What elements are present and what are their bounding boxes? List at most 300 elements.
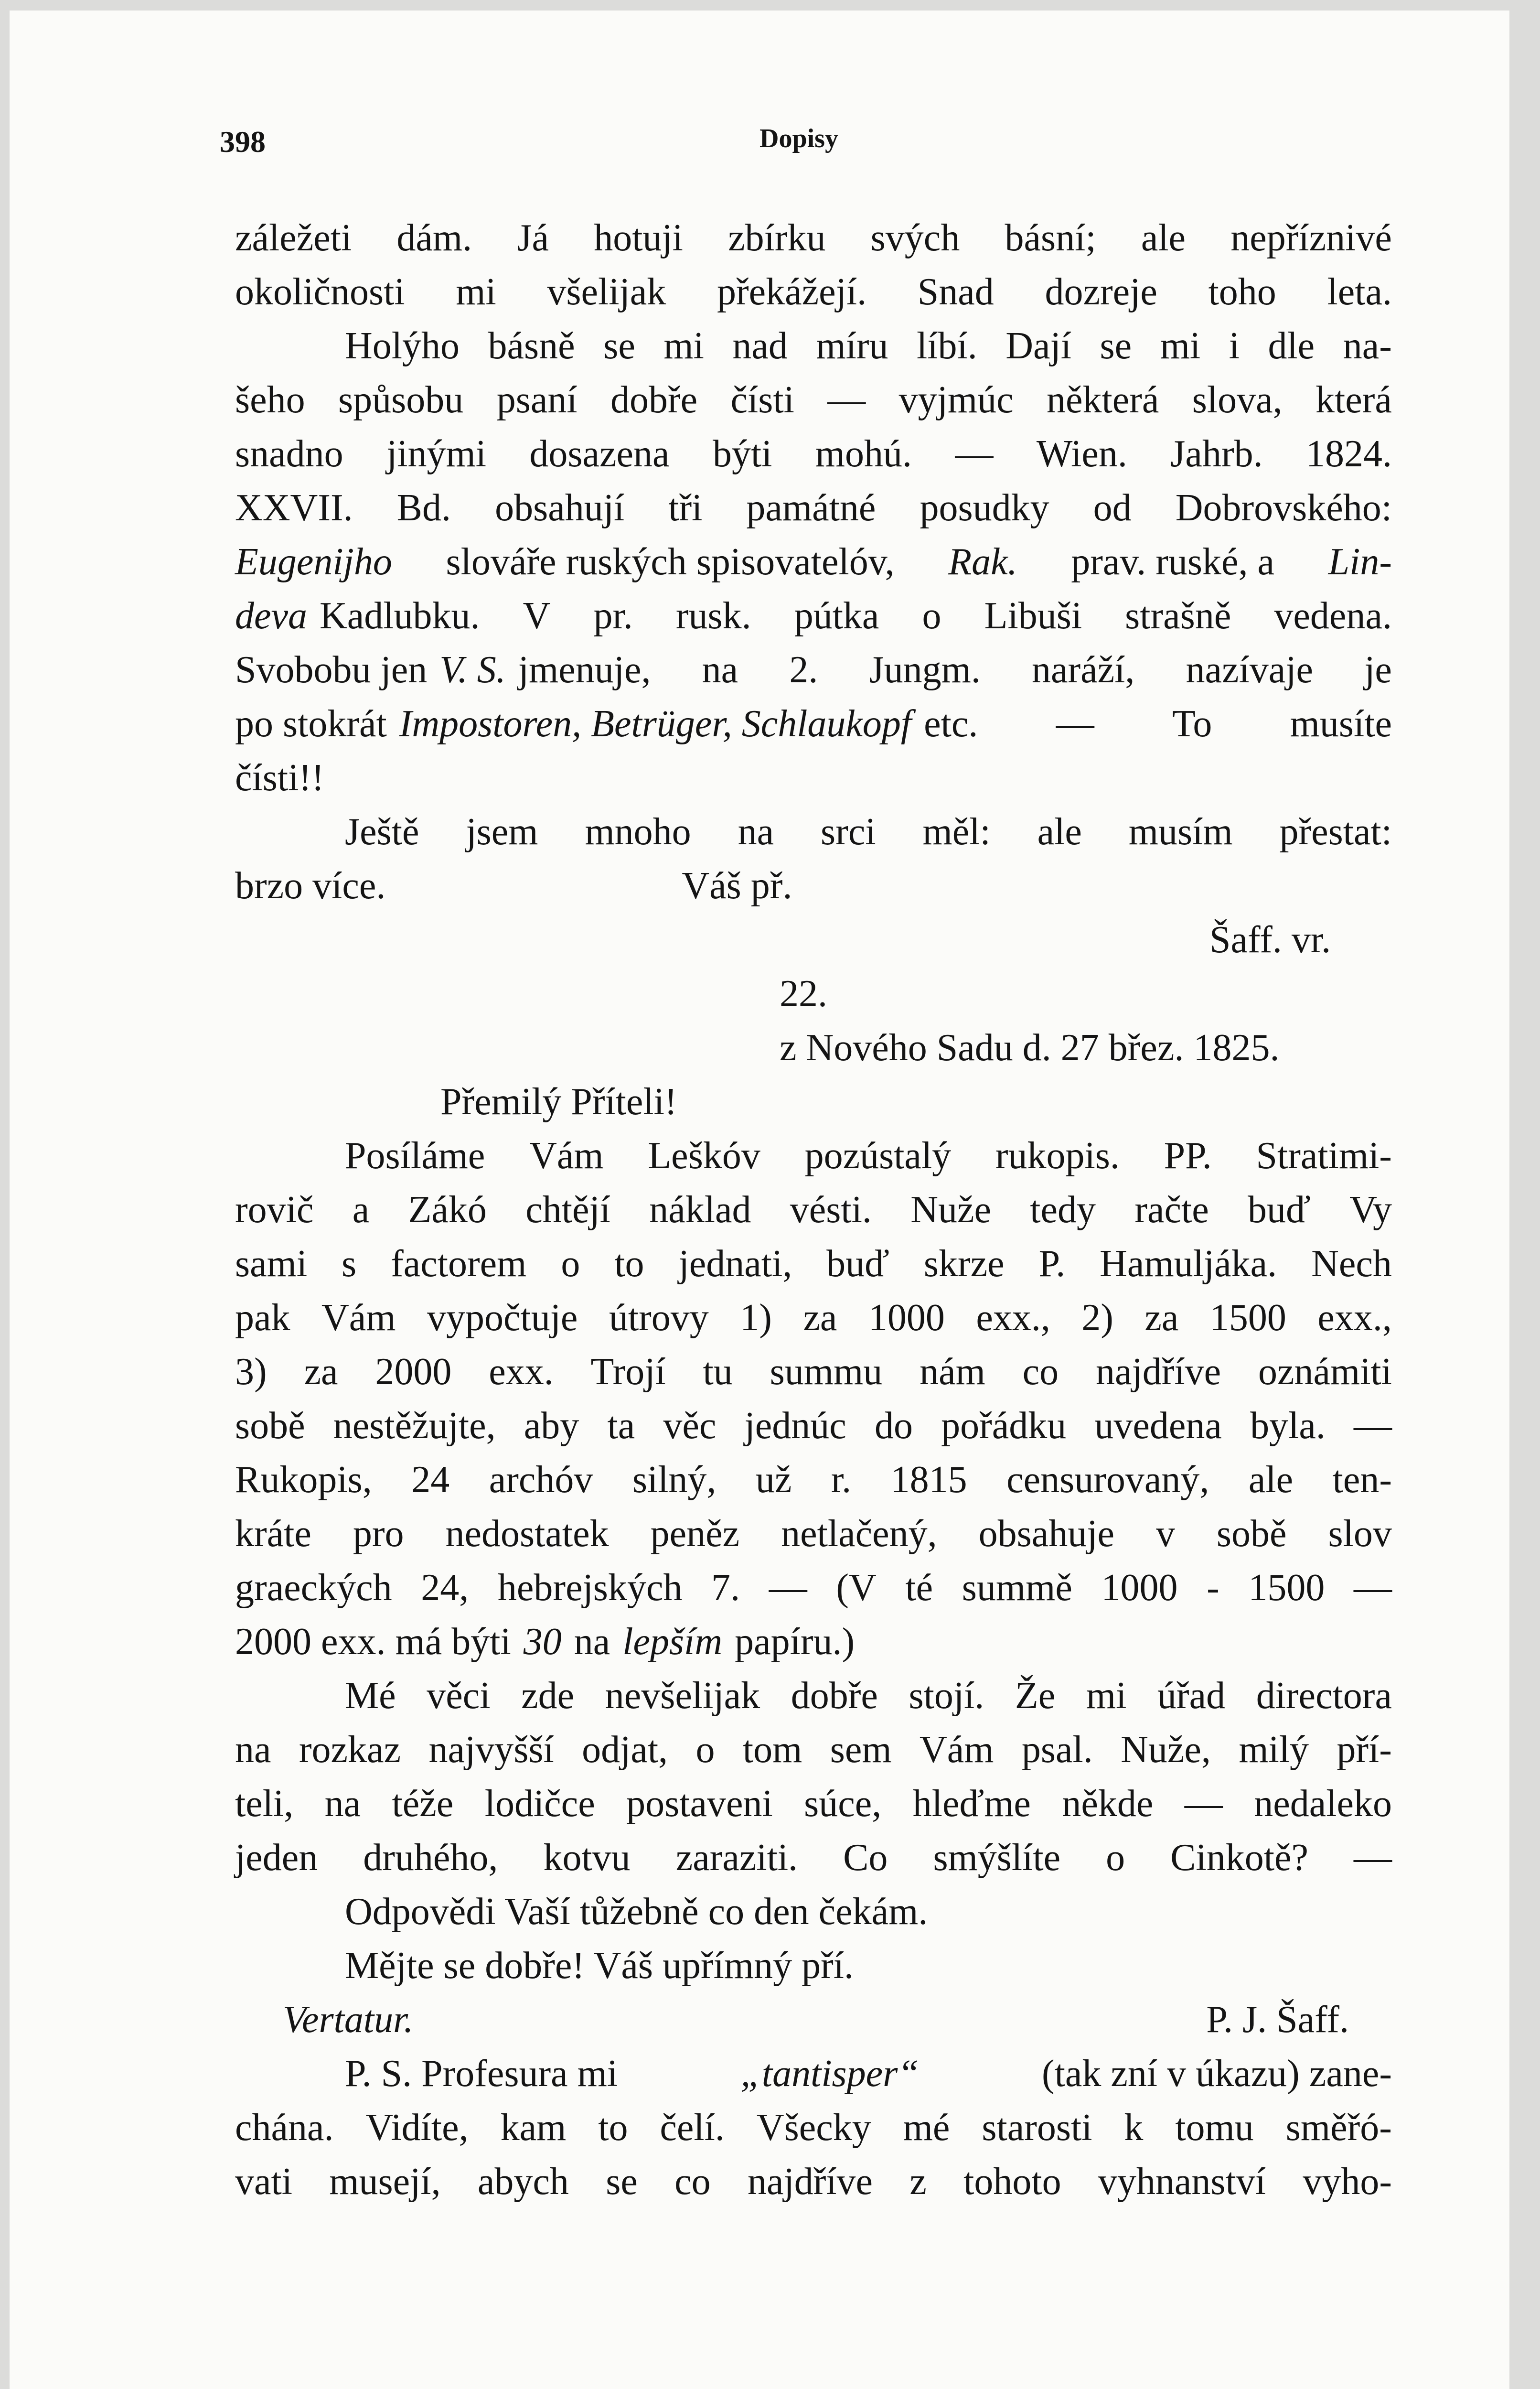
text-line — [235, 1399, 1392, 1453]
word: spůsobu — [338, 379, 464, 421]
italic-text: Rak. — [948, 541, 1017, 583]
word: co — [1022, 1351, 1059, 1393]
word: najvyšší — [428, 1729, 554, 1771]
word: zaraziti. — [675, 1837, 798, 1879]
word: ten- — [1332, 1459, 1392, 1501]
word: tohoto — [963, 2161, 1061, 2203]
word: tom — [742, 1729, 802, 1771]
text-span: Mějte se dobře! Váš upřímný pří. — [345, 1945, 854, 1987]
word: Trojí — [590, 1351, 666, 1393]
word: Vám — [321, 1297, 396, 1339]
text-line — [235, 1669, 1392, 1723]
word: čelí. — [660, 2107, 725, 2149]
word: Nuže, — [1121, 1729, 1211, 1771]
text-span: slováře ruských spisovatelóv, — [446, 541, 895, 583]
word: kráte — [235, 1513, 311, 1555]
word: vyjmúc — [898, 379, 1014, 421]
text-span: 22. — [780, 973, 827, 1015]
text-line — [235, 1453, 1392, 1507]
word: V — [523, 595, 551, 637]
text-span: na — [574, 1621, 610, 1663]
word: musíte — [1290, 703, 1392, 745]
word: pozústalý — [804, 1135, 952, 1177]
place-date — [235, 1021, 1392, 1075]
text-span: 2000 exx. má býti — [235, 1621, 511, 1663]
text-span: čísti!! — [235, 757, 324, 799]
word: se — [603, 325, 635, 367]
word: tedy — [1030, 1189, 1096, 1231]
word: ta — [607, 1405, 635, 1447]
word: 7. — [711, 1567, 740, 1609]
word: 2. — [789, 649, 818, 691]
word: nevšelijak — [605, 1675, 760, 1717]
word: odjat, — [582, 1729, 668, 1771]
word: jsem — [466, 811, 538, 853]
text-line — [235, 1885, 1392, 1939]
word: exx. — [489, 1351, 554, 1393]
word: pří- — [1337, 1729, 1392, 1771]
word: graeckých — [235, 1567, 392, 1609]
word: ale — [1141, 217, 1186, 259]
word: directora — [1256, 1675, 1392, 1717]
word: nepříznivé — [1230, 217, 1392, 259]
word: a — [352, 1189, 370, 1231]
word: mi — [1086, 1675, 1127, 1717]
word: věci — [427, 1675, 491, 1717]
word: nazívaje — [1186, 649, 1314, 691]
text-span: Přemilý Příteli! — [440, 1081, 677, 1123]
word: tu — [703, 1351, 733, 1393]
word: Leškóv — [648, 1135, 760, 1177]
word: (V — [836, 1567, 877, 1609]
word: — — [827, 379, 866, 421]
page-body — [235, 211, 1392, 2209]
word: z — [909, 2161, 927, 2203]
word: Stratimi- — [1256, 1135, 1392, 1177]
word: druhého, — [363, 1837, 498, 1879]
word: Jungm. — [869, 649, 981, 691]
word: srci — [821, 811, 876, 853]
word: překážejí. — [717, 271, 867, 313]
word: Snad — [917, 271, 994, 313]
italic-text: Eugenijho — [235, 541, 392, 583]
text-line — [235, 589, 1392, 643]
word: vati — [235, 2161, 292, 2203]
text-line — [235, 1939, 1392, 1993]
word: nedaleko — [1254, 1783, 1392, 1825]
word: 1500 — [1248, 1567, 1325, 1609]
word: 1500 — [1209, 1297, 1286, 1339]
word: dobře — [791, 1675, 878, 1717]
word: sobě — [235, 1405, 305, 1447]
word: to — [614, 1243, 644, 1285]
word: netlačený, — [781, 1513, 937, 1555]
word: tři — [668, 487, 703, 529]
word: Mé — [345, 1675, 396, 1717]
word: se — [1100, 325, 1132, 367]
text-line — [235, 481, 1392, 535]
word: památné — [746, 487, 876, 529]
word: Wien. — [1036, 433, 1127, 475]
word: náklad — [649, 1189, 751, 1231]
word: míru — [816, 325, 888, 367]
word: hebrejských — [497, 1567, 683, 1609]
word: kotvu — [543, 1837, 631, 1879]
word: nestěžujte, — [333, 1405, 496, 1447]
letter-number — [235, 967, 1392, 1021]
word: 2000 — [375, 1351, 452, 1393]
word: na — [324, 1783, 361, 1825]
salutation — [235, 1075, 1392, 1129]
text-line — [235, 1291, 1392, 1345]
postscript-line — [235, 2155, 1392, 2209]
word: téže — [392, 1783, 454, 1825]
word: factorem — [391, 1243, 527, 1285]
text-line — [235, 1507, 1392, 1561]
word: vyho- — [1303, 2161, 1392, 2203]
word: 3) — [235, 1351, 267, 1393]
text-span: Svobobu jen — [235, 649, 428, 691]
word: aby — [524, 1405, 579, 1447]
word: o — [561, 1243, 580, 1285]
word: za — [803, 1297, 837, 1339]
word: XXVII. — [235, 487, 353, 529]
word: v — [1155, 1513, 1175, 1555]
word: rusk. — [675, 595, 751, 637]
word: nám — [920, 1351, 985, 1393]
word: snadno — [235, 433, 343, 475]
word: mi — [663, 325, 704, 367]
text-span: z Nového Sadu d. 27 břez. 1825. — [780, 1027, 1280, 1069]
word: ale — [1037, 811, 1082, 853]
word: dle — [1268, 325, 1315, 367]
word: nad — [732, 325, 788, 367]
word: jeden — [235, 1837, 318, 1879]
word: o — [695, 1729, 715, 1771]
word: psaní — [496, 379, 578, 421]
closing-line — [235, 1993, 1392, 2047]
text-line — [235, 427, 1392, 481]
word: útrovy — [609, 1297, 709, 1339]
text-span: P. S. Profesura mi — [345, 2053, 618, 2095]
word: pořádku — [941, 1405, 1067, 1447]
word: vyhnanství — [1098, 2161, 1266, 2203]
text-line — [235, 805, 1392, 859]
word: naráží, — [1032, 649, 1135, 691]
text-line — [235, 859, 1392, 913]
word: s — [342, 1243, 357, 1285]
word: která — [1315, 379, 1392, 421]
word: za — [1144, 1297, 1179, 1339]
word: Hamuljáka. — [1100, 1243, 1277, 1285]
word: Vidíte, — [365, 2107, 469, 2149]
word: jednúc — [744, 1405, 846, 1447]
word: abych — [477, 2161, 569, 2203]
text-span: po stokrát — [235, 703, 387, 745]
word: líbí. — [917, 325, 977, 367]
word: — — [1354, 1837, 1392, 1879]
word: Rukopis, — [235, 1459, 372, 1501]
word: peněz — [650, 1513, 740, 1555]
word: směřó- — [1285, 2107, 1392, 2149]
word: té — [905, 1567, 933, 1609]
word: mohú. — [815, 433, 912, 475]
text-line — [235, 265, 1392, 319]
text-span — [320, 589, 1392, 643]
word: Dají — [1005, 325, 1071, 367]
word: posudky — [920, 487, 1049, 529]
word: pr. — [593, 595, 633, 637]
text-span — [518, 643, 1392, 697]
text-span — [924, 697, 1392, 751]
word: etc. — [924, 703, 978, 745]
word: To — [1172, 703, 1212, 745]
word: za — [304, 1351, 338, 1393]
word: Nech — [1311, 1243, 1392, 1285]
word: záležeti — [235, 217, 352, 259]
word: pútka — [794, 595, 879, 637]
postscript-line — [235, 2047, 1392, 2101]
italic-text: lepším — [622, 1621, 723, 1663]
word: archóv — [489, 1459, 593, 1501]
word: chána. — [235, 2107, 334, 2149]
text-line — [235, 1345, 1392, 1399]
word: 1815 — [890, 1459, 967, 1501]
word: věc — [663, 1405, 717, 1447]
word: na — [738, 811, 774, 853]
word: zde — [521, 1675, 575, 1717]
word: — — [1056, 703, 1094, 745]
word: račte — [1134, 1189, 1209, 1231]
word: buď — [1248, 1189, 1311, 1231]
word: Dobrovského: — [1175, 487, 1392, 529]
word: do — [874, 1405, 913, 1447]
text-span: prav. ruské, a — [1071, 541, 1274, 583]
word: 2) — [1081, 1297, 1113, 1339]
word: najdříve — [747, 2161, 873, 2203]
word: jednati, — [678, 1243, 792, 1285]
word: je — [1364, 649, 1392, 691]
text-line — [235, 1723, 1392, 1777]
word: slov — [1328, 1513, 1392, 1555]
word: 1824. — [1305, 433, 1392, 475]
italic-text: V. S. — [439, 649, 506, 691]
text-span: brzo více. — [235, 865, 386, 907]
word: Já — [517, 217, 549, 259]
word: někde — [1062, 1783, 1154, 1825]
word: buď — [826, 1243, 889, 1285]
word: vedena. — [1274, 595, 1392, 637]
italic-text: Lin- — [1328, 541, 1392, 583]
word: censurovaný, — [1006, 1459, 1209, 1501]
word: i — [1229, 325, 1240, 367]
word: milý — [1239, 1729, 1309, 1771]
word: jmenuje, — [518, 649, 651, 691]
word: býti — [712, 433, 772, 475]
word: mi — [456, 271, 496, 313]
word: sobě — [1216, 1513, 1287, 1555]
text-span: Šaff. vr. — [1209, 919, 1331, 961]
word: svých — [870, 217, 960, 259]
word: byla. — [1250, 1405, 1326, 1447]
text-line — [235, 643, 1392, 697]
word: leta. — [1327, 271, 1392, 313]
word: básní; — [1005, 217, 1096, 259]
italic-text: 30 — [523, 1621, 562, 1663]
postscript-line — [235, 2101, 1392, 2155]
word: od — [1093, 487, 1132, 529]
text-line — [235, 373, 1392, 427]
word: smýšlíte — [933, 1837, 1061, 1879]
word: chtějí — [525, 1189, 610, 1231]
word: některá — [1046, 379, 1159, 421]
word: 1000 — [868, 1297, 945, 1339]
word: 1) — [740, 1297, 772, 1339]
vertatur-note: Vertatur. — [283, 1999, 414, 2041]
italic-text: deva — [235, 595, 308, 637]
signature — [235, 913, 1392, 967]
word: 1000 — [1101, 1567, 1178, 1609]
text-line — [235, 1183, 1392, 1237]
word: — — [1353, 1405, 1392, 1447]
word: Posíláme — [345, 1135, 485, 1177]
text-line — [235, 1615, 1392, 1669]
text-span: Odpovědi Vaší tůžebně co den čekám. — [345, 1891, 928, 1933]
word: dosazena — [529, 433, 670, 475]
word: mi — [1160, 325, 1201, 367]
word: kam — [500, 2107, 567, 2149]
word: nedostatek — [445, 1513, 609, 1555]
word: summu — [770, 1351, 883, 1393]
word: Co — [843, 1837, 888, 1879]
word: ale — [1248, 1459, 1294, 1501]
word: skrze — [923, 1243, 1005, 1285]
word: hleďme — [912, 1783, 1031, 1825]
word: dobře — [610, 379, 698, 421]
italic-text: Impostoren, Betrüger, Schlaukopf — [399, 703, 912, 745]
text-line — [235, 1777, 1392, 1831]
word: zbírku — [728, 217, 826, 259]
word: 24, — [421, 1567, 469, 1609]
word: stojí. — [909, 1675, 984, 1717]
word: dozreje — [1045, 271, 1157, 313]
word: mé — [903, 2107, 950, 2149]
text-line — [235, 1237, 1392, 1291]
word: sami — [235, 1243, 308, 1285]
word: oznámiti — [1258, 1351, 1392, 1393]
word: se — [606, 2161, 638, 2203]
word: r. — [831, 1459, 852, 1501]
word: hotuji — [594, 217, 683, 259]
word: — — [1184, 1783, 1223, 1825]
word: přestat: — [1279, 811, 1392, 853]
word: Zákó — [408, 1189, 487, 1231]
word: pak — [235, 1297, 290, 1339]
italic-text: „tantisper“ — [740, 2053, 919, 2095]
page-number: 398 — [220, 125, 266, 159]
text-line — [235, 1561, 1392, 1615]
word: rozkaz — [299, 1729, 401, 1771]
word: měl: — [922, 811, 991, 853]
word: mnoho — [585, 811, 691, 853]
text-span: Váš př. — [682, 865, 792, 907]
text-line — [235, 751, 1392, 805]
word: lodičce — [484, 1783, 595, 1825]
word: toho — [1208, 271, 1276, 313]
word: silný, — [632, 1459, 717, 1501]
word: to — [598, 2107, 628, 2149]
word: všelijak — [547, 271, 666, 313]
word: šeho — [235, 379, 305, 421]
word: na- — [1343, 325, 1392, 367]
text-line — [235, 1129, 1392, 1183]
word: už — [755, 1459, 792, 1501]
word: čísti — [730, 379, 794, 421]
word: starosti — [982, 2107, 1092, 2149]
word: postaveni — [626, 1783, 773, 1825]
word: P. — [1038, 1243, 1066, 1285]
word: Jahrb. — [1170, 433, 1263, 475]
word: teli, — [235, 1783, 294, 1825]
word: Libuši — [984, 595, 1082, 637]
word: exx., — [976, 1297, 1050, 1339]
word: Holýho — [345, 325, 460, 367]
word: psal. — [1021, 1729, 1093, 1771]
word: slova, — [1192, 379, 1283, 421]
word: pro — [353, 1513, 404, 1555]
word: obsahuje — [978, 1513, 1114, 1555]
word: musejí, — [329, 2161, 441, 2203]
running-title: Dopisy — [759, 124, 838, 153]
word: tomu — [1175, 2107, 1254, 2149]
word: na — [235, 1729, 271, 1771]
signature: P. J. Šaff. — [1206, 1999, 1349, 2041]
word: co — [674, 2161, 711, 2203]
word: vésti. — [790, 1189, 872, 1231]
word: Že — [1015, 1675, 1056, 1717]
word: okoličnosti — [235, 271, 405, 313]
word: Ještě — [345, 811, 419, 853]
word: — — [769, 1567, 807, 1609]
word: o — [922, 595, 941, 637]
word: Vám — [529, 1135, 604, 1177]
word: musím — [1128, 811, 1233, 853]
text-line — [235, 319, 1392, 373]
word: uvedena — [1094, 1405, 1222, 1447]
word: Bd. — [396, 487, 451, 529]
text-span: papíru.) — [735, 1621, 855, 1663]
word: dám. — [396, 217, 472, 259]
word: sem — [830, 1729, 892, 1771]
word: Všecky — [756, 2107, 871, 2149]
word: rukopis. — [995, 1135, 1120, 1177]
text-line — [235, 211, 1392, 265]
word: obsahují — [495, 487, 625, 529]
text-line — [235, 535, 1392, 589]
word: strašně — [1125, 595, 1231, 637]
word: o — [1106, 1837, 1125, 1879]
word: súce, — [804, 1783, 882, 1825]
book-page — [10, 11, 1509, 2389]
word: Vy — [1349, 1189, 1392, 1231]
word: jinými — [386, 433, 486, 475]
word: Vám — [919, 1729, 994, 1771]
word: — — [955, 433, 994, 475]
word: Nuže — [910, 1189, 991, 1231]
word: k — [1124, 2107, 1144, 2149]
word: úřad — [1157, 1675, 1226, 1717]
text-line — [235, 697, 1392, 751]
